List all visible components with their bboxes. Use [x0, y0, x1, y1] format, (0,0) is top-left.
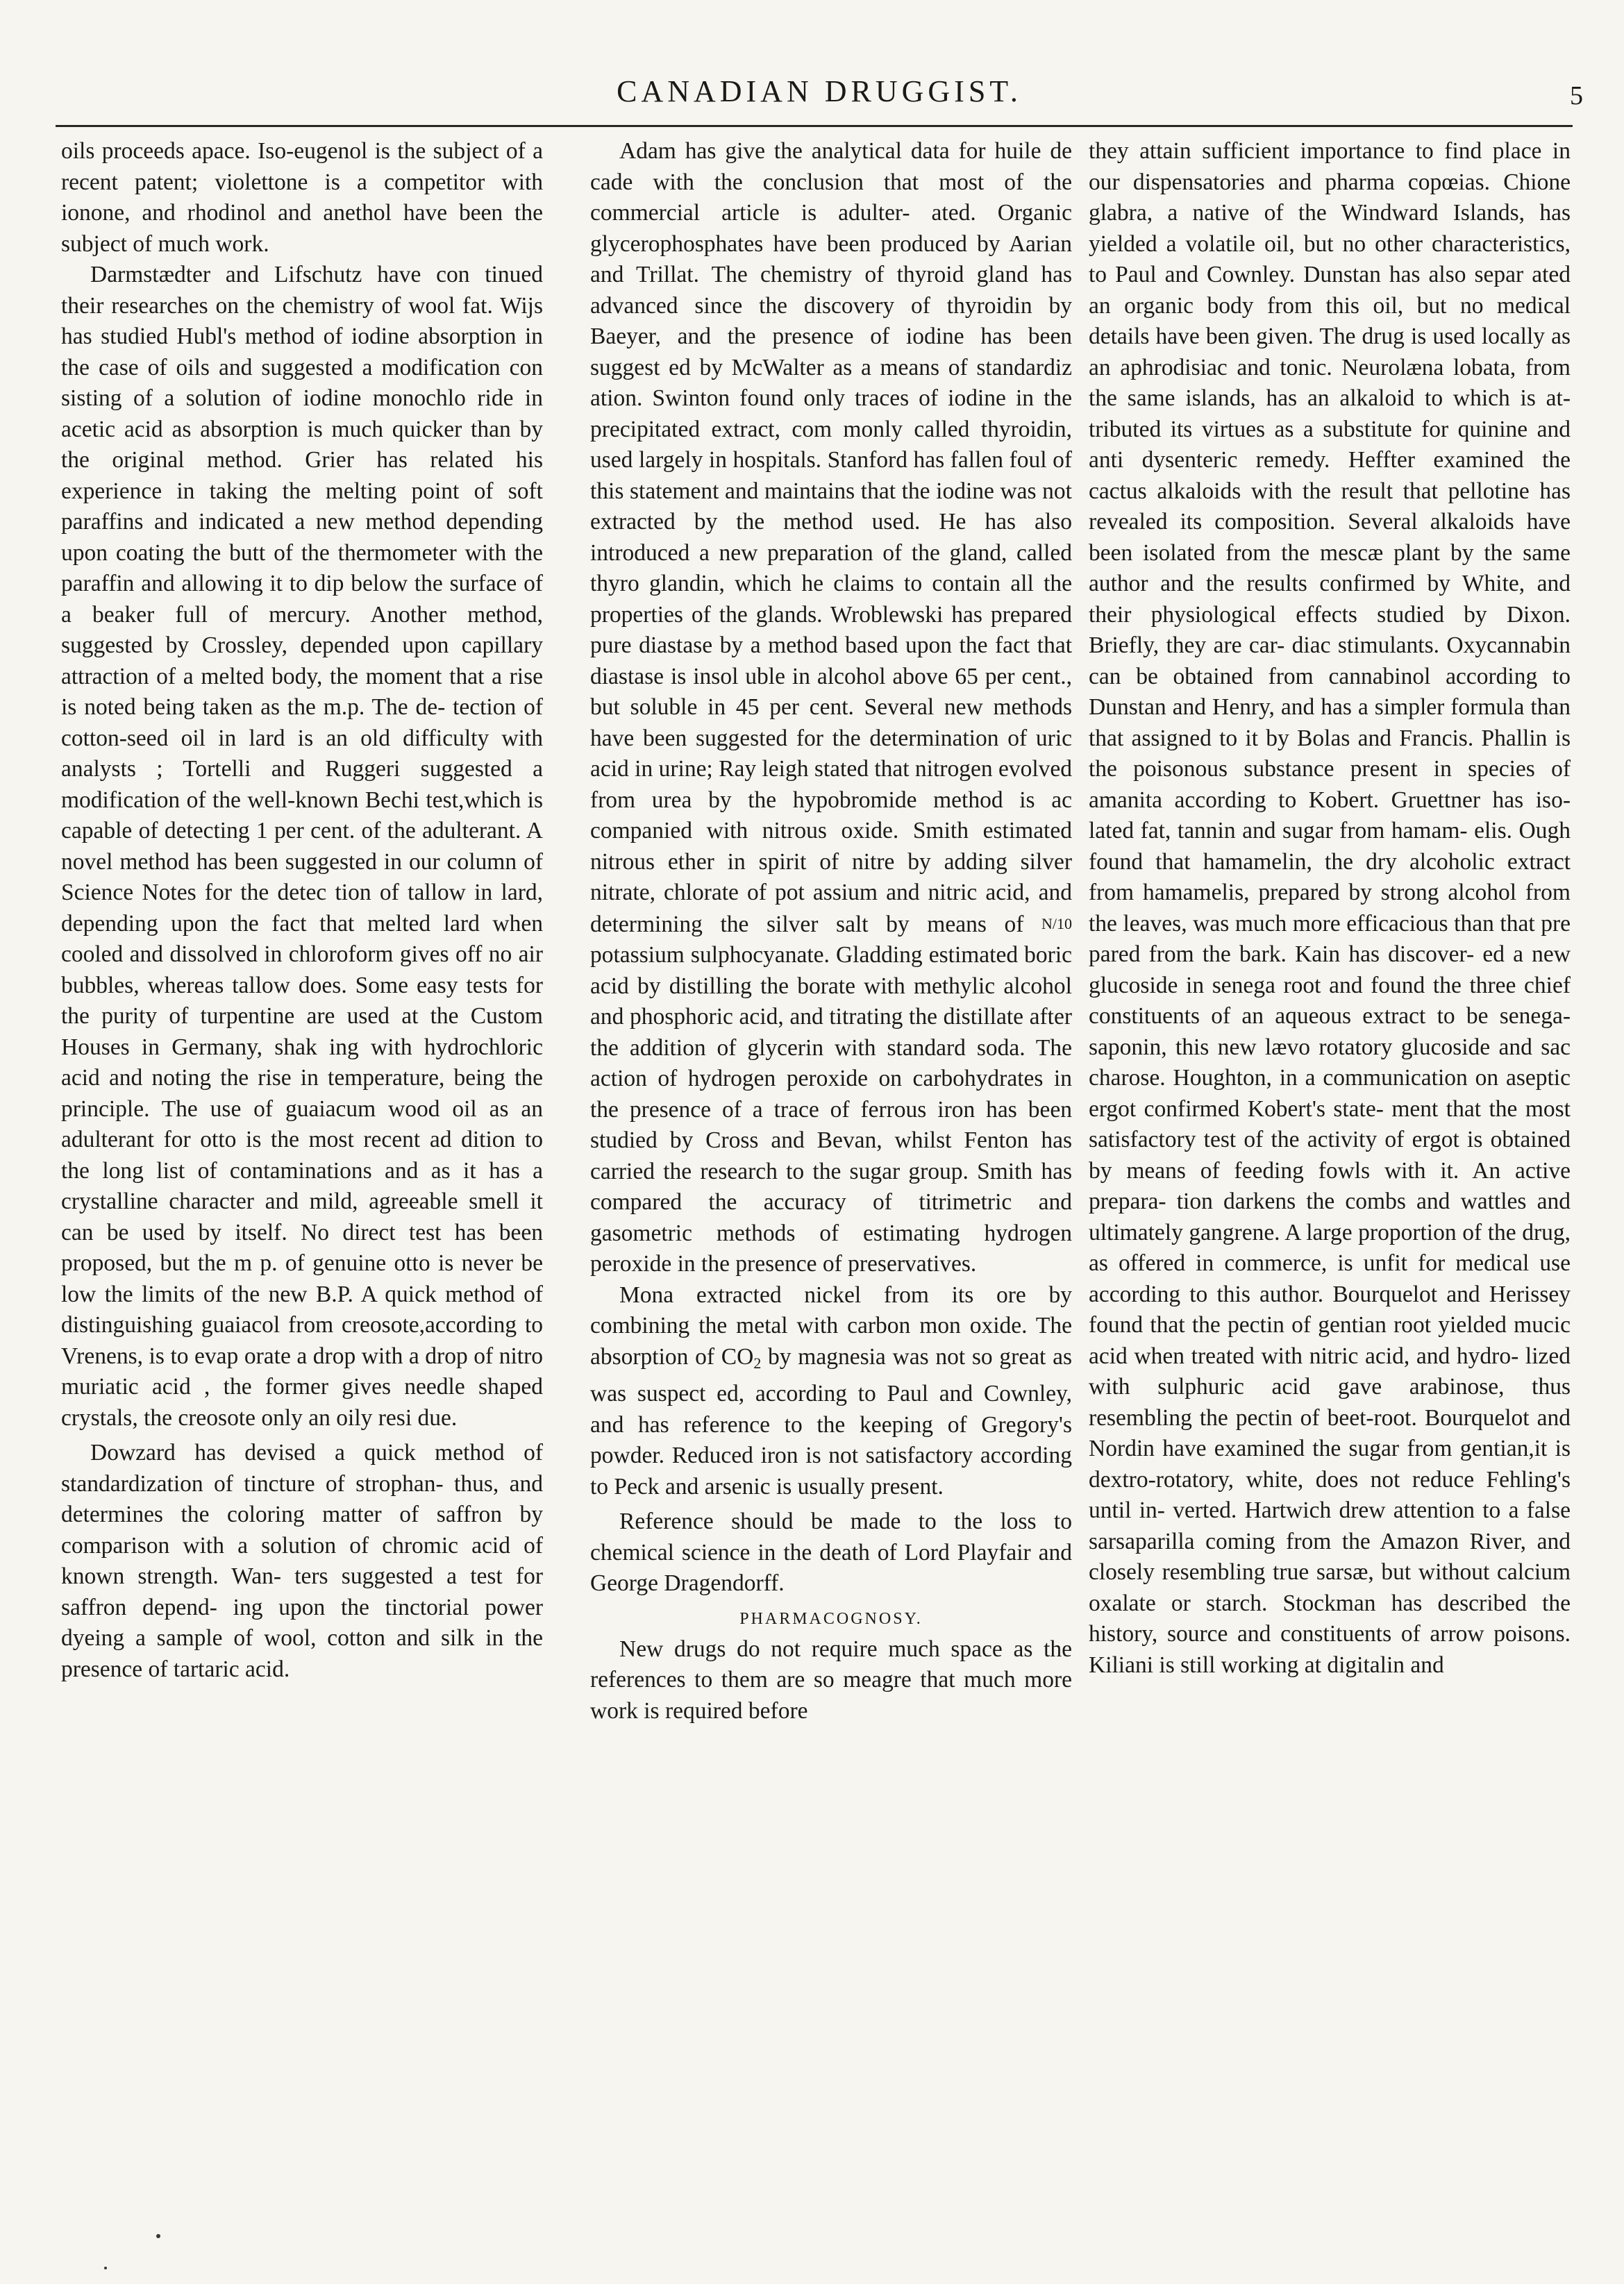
- paragraph-text: they attain sufficient importance to find place in our dispensatories and pharma copœias. Chione glabra, a native of the Windward Islands, has yielded a volatile oil, but no other characteristics, to Paul and Cownley. Dunstan has also separ ated an organic body from this oil, but no medical details have been given. The drug is used locally as an aphrodisiac and tonic. Neurolæna lobata, from the same islands, has an alkaloid to which is at- tributed its virtues as a substitute for quinine and anti dysenteric remedy. Heffter examined the cactus alkaloids with the result that pellotine has revealed its composition. Several alkaloids have been isolated from the mescæ plant by the same author and the results confirmed by White, and their physiological effects studied by Dixon. Briefly, they are car- diac stimulants. Oxycannabin can be obtained from cannabinol according to Dunstan and Henry, and has a simpler formula than that assigned to it by Bolas and Francis. Phallin is the poisonous substance present in species of amanita according to Kobert. Gruettner has iso- lated fat, tannin and sugar from hamam- elis. Ough found that hamamelin, the dry alcoholic extract from hamamelis, prepared by strong alcohol from the leaves, was much more efficacious than that pre pared from the bark. Kain has discover- ed a new glucoside in senega root and found the three chief constituents of an aqueous extract to be senega-saponin, this new lævo rotatory glucoside and sac charose. Houghton, in a communication on aseptic ergot confirmed Kobert's state- ment that the most satisfactory test of the activity of ergot is obtained by means of feeding fowls with it. An active prepara- tion darkens the combs and wattles and ultimately gangrene. A large proportion of the drug, as offered in commerce, is unfit for medical use according to this author. Bourquelot and Herissey found that the pectin of gentian root yielded mucic acid when treated with nitric acid, and hydro- lized with sulphuric acid gave arabinose, thus resembling the pectin of beet-root. Bourquelot and Nordin have examined the sugar from gentian,it is dextro-rotatory, white, does not reduce Fehling's until in- verted. Hartwich drew attention to a false sarsaparilla coming from the Amazon River, and closely resembling true sarsæ, but without calcium oxalate or starch. Stockman has described the history, source and constituents of arrow poisons. Kiliani is still working at digitalin and: [1089, 138, 1571, 1678]
- paragraph-text: Dowzard has devised a quick method of standardization of tincture of strophan- thus, and determines the coloring matter of saffron by comparison with a solution of chromic acid of known strength. Wan- ters suggested a test for saffron depend- ing upon the tinctorial power dyeing a sample of wool, cotton and silk in the presence of tartaric acid.: [61, 1440, 543, 1682]
- paragraph-text: Reference should be made to the loss to chemical science in the death of Lord Playfair and George Dragendorff.: [590, 1509, 1072, 1596]
- running-title: CANADIAN DRUGGIST.: [617, 74, 1022, 108]
- paragraph: [590, 1280, 1072, 1503]
- paragraph-text: potassium sulphocyanate. Gladding estimated boric acid by distilling the borate with methylic alcohol and phosphoric acid, and titrating the distillate after the addition of glycerin with standard soda. The action of hydrogen peroxide on carbohydrates in the presence of a trace of ferrous iron has been studied by Cross and Bevan, whilst Fenton has carried the research to the sugar group. Smith has compared the accuracy of titrimetric and gasometric methods of estimating hydrogen peroxide in the presence of preservatives.: [590, 942, 1072, 1277]
- page-header: [56, 74, 1583, 122]
- print-speck: [104, 2267, 107, 2269]
- text-column-1: [61, 136, 543, 2226]
- paragraph: [61, 136, 543, 260]
- paragraph-text: Darmstædter and Lifschutz have con tinued their researches on the chemistry of wool fat. Wijs has studied Hubl's method of iodine absorption in the case of oils and suggested a modification con sisting of a solution of iodine monochlo ride in acetic acid as absorption is much quicker than by the original method. Grier has related his experience in taking the melting point of soft paraffins and indicated a new method depending upon coating the butt of the thermometer with the paraffin and allowing it to dip below the surface of a beaker full of mercury. Another method, suggested by Crossley, depended upon capillary attraction of a melted body, the moment that a rise is noted being taken as the m.p. The de- tection of cotton-seed oil in lard is an old difficulty with analysts ; Tortelli and Ruggeri suggested a modification of the well-known Bechi test,which is capable of detecting 1 per cent. of the adulterant. A novel method has been suggested in our column of Science Notes for the detec tion of tallow in lard, depending upon the fact that melted lard when cooled and dissolved in chloroform gives off no air bubbles, whereas tallow does. Some easy tests for the purity of turpentine are used at the Custom Houses in Germany, shak ing with hydrochloric acid and noting the rise in temperature, being the principle. The use of guaiacum wood oil as an adulterant for otto is the most recent ad dition to the long list of contaminations and as it has a crystalline character and mild, agreeable smell it can be used by itself. No direct test has been proposed, but the m p. of genuine otto is never be low the limits of the new B.P. A quick method of distinguishing guaiacol from creosote,according to Vrenens, is to evap orate a drop with a drop of nitro muriatic acid , the former gives needle shaped crystals, the creosote only an oily resi due.: [61, 262, 543, 1431]
- paragraph-text: Mona extracted nickel from its ore by combining the metal with carbon mon oxide. The absorption of CO: [590, 1282, 1072, 1370]
- text-column-3: [1089, 136, 1571, 2226]
- section-heading: PHARMACOGNOSY.: [739, 1609, 923, 1628]
- paragraph: [1089, 136, 1571, 1681]
- paragraph: [590, 136, 1072, 1280]
- header-rule: [56, 125, 1573, 127]
- text-column-2: [590, 136, 1072, 2226]
- fraction-notation: N/10: [1041, 914, 1072, 932]
- paragraph-text: oils proceeds apace. Iso-eugenol is the subject of a recent patent; violettone is a competitor with ionone, and rhodinol and anethol have been the subject of much work.: [61, 138, 543, 257]
- paragraph-text: by magnesia was not so great as was suspect ed, according to Paul and Cownley, and has reference to the keeping of Gregory's powder. Reduced iron is not satisfactory according to Peck and arsenic is usually present.: [590, 1343, 1072, 1500]
- paragraph-text: Adam has give the analytical data for huile de cade with the conclusion that most of the commercial article is adulter- ated. Organic glycerophosphates have been produced by Aarian and Trillat. The chemistry of thyroid gland has advanced since the discovery of thyroidin by Baeyer, and the presence of iodine has been suggest ed by McWalter as a means of standardiz ation. Swinton found only traces of iodine in the precipitated extract, com monly called thyroidin, used largely in hospitals. Stanford has fallen foul of this statement and maintains that the iodine was not extracted by the method used. He has also introduced a new preparation of the gland, called thyro glandin, which he claims to contain all the properties of the glands. Wroblewski has prepared pure diastase by a method based upon the fact that diastase is insol uble in alcohol above 65 per cent., but soluble in 45 per cent. Several new methods have been suggested for the determination of uric acid in urine; Ray leigh stated that nitrogen evolved from urea by the hypobromide method is ac companied with nitrous oxide. Smith estimated nitrous ether in spirit of nitre by adding silver nitrate, chlorate of pot assium and nitric acid, and determining the silver salt by means of: [590, 138, 1072, 937]
- paragraph: [590, 1634, 1072, 1727]
- page-number: 5: [1570, 81, 1583, 110]
- paragraph: [61, 1438, 543, 1685]
- paragraph-text: New drugs do not require much space as the references to them are so meagre that much more work is required before: [590, 1636, 1072, 1724]
- subscript: 2: [753, 1354, 762, 1372]
- paragraph: [590, 1506, 1072, 1599]
- paragraph: [61, 260, 543, 1434]
- print-speck: [156, 2234, 160, 2238]
